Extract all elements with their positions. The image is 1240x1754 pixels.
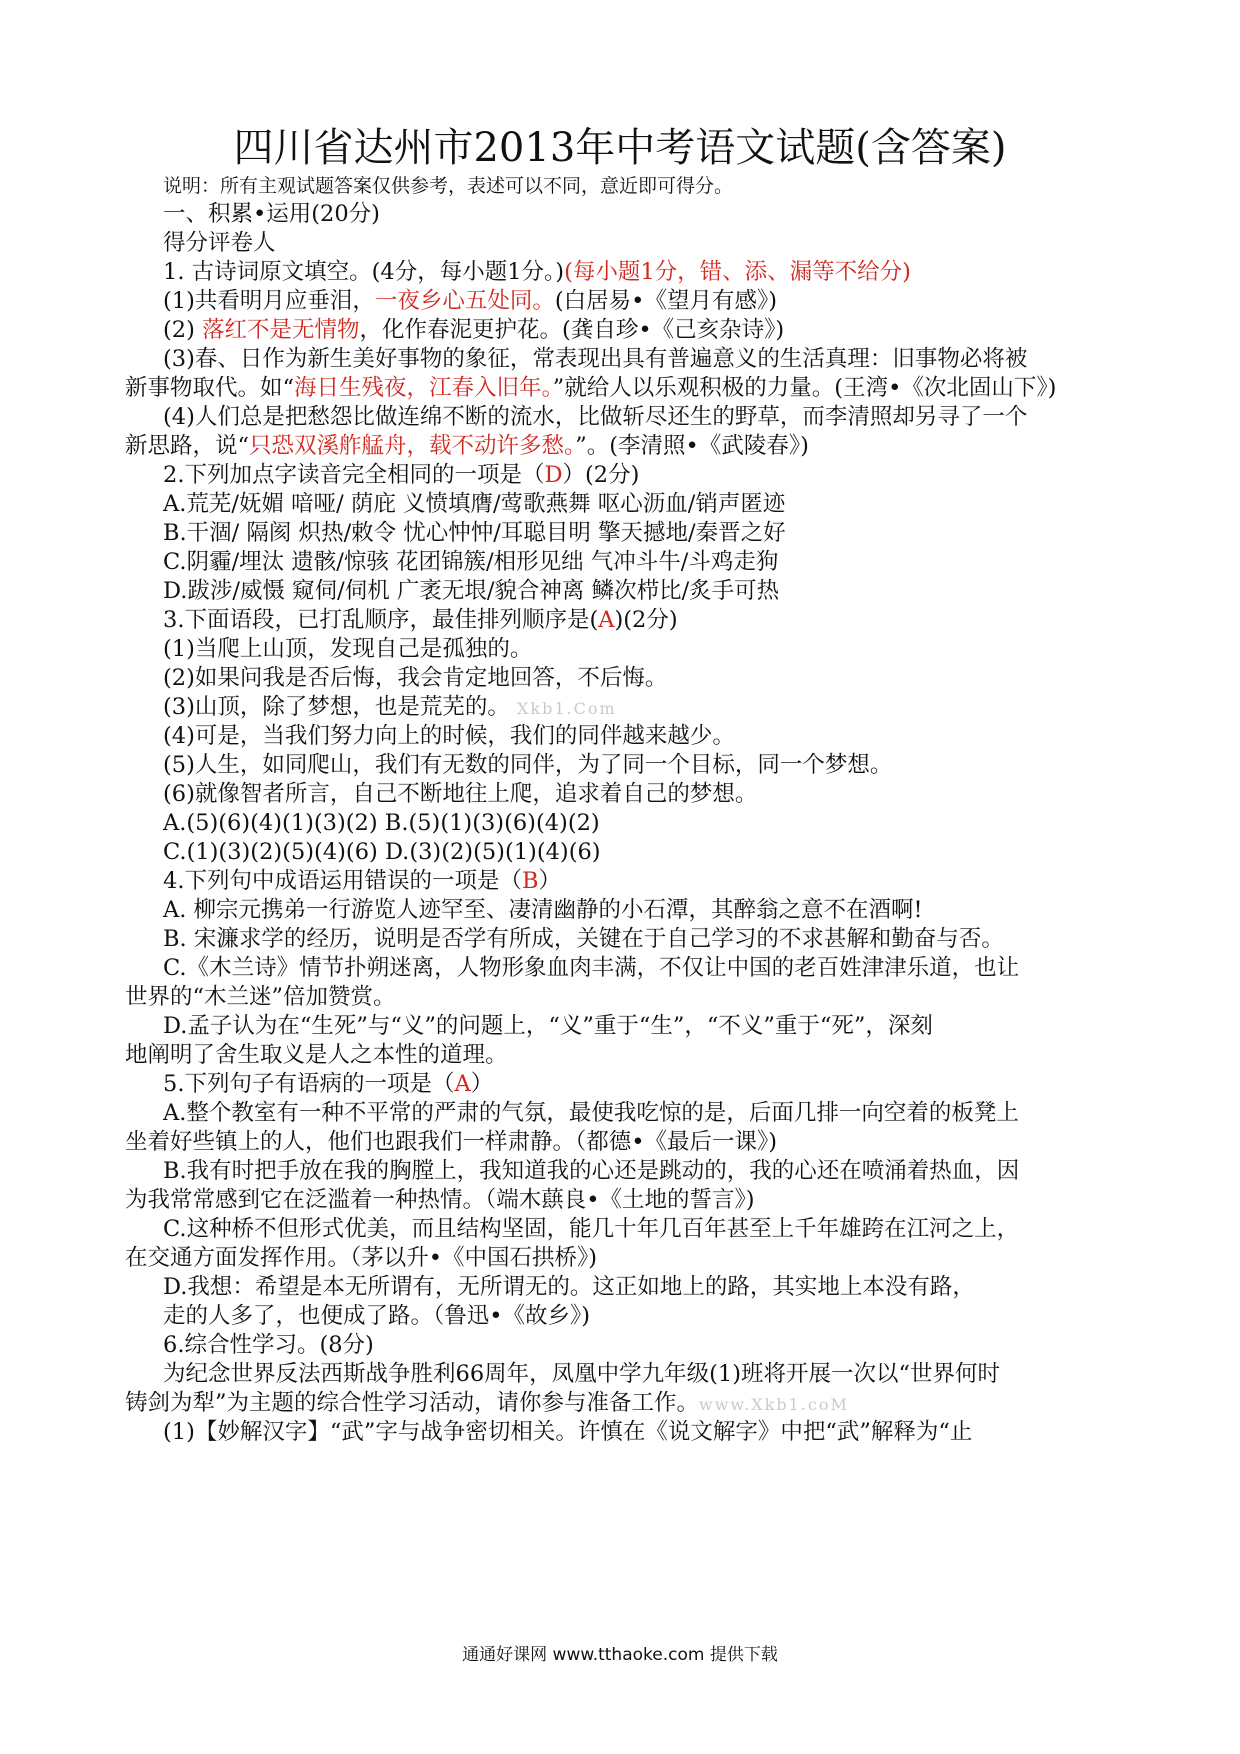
- q1-item-2: [163, 314, 784, 346]
- q3-stem: [163, 604, 678, 636]
- q1-s1-post: (白居易•《望月有感》): [554, 288, 777, 314]
- q2-answer: D: [544, 462, 563, 488]
- watermark-text: Xkb1.Com: [517, 699, 617, 718]
- q4-option-c-line-1: C.《木兰诗》情节扑朔迷离，人物形象血肉丰满，不仅让中国的老百姓津津乐道，也让: [163, 955, 1020, 981]
- q2-option-b: B.干涸/ 隔阂 炽热/敕令 忧心忡忡/耳聪目明 擎天撼地/秦晋之好: [163, 520, 786, 546]
- q5-option-b-line-1: B.我有时把手放在我的胸膛上，我知道我的心还是跳动的，我的心还在喷涌着热血，因: [163, 1158, 1020, 1184]
- q4-answer: B: [521, 868, 539, 894]
- q5-option-a-line-2: 坐着好些镇上的人，他们也跟我们一样肃静。（都德•《最后一课》): [125, 1129, 778, 1155]
- q2-option-d: D.跋涉/威慑 窥伺/伺机 广袤无垠/貌合神离 鳞次栉比/炙手可热: [163, 578, 780, 604]
- q1-s2-post: ，化作春泥更护花。(龚自珍•《己亥杂诗》): [359, 317, 785, 343]
- q4-option-d-line-2: 地阐明了舍生取义是人之本性的道理。: [125, 1042, 508, 1068]
- q3-sentence-4: (4)可是，当我们努力向上的时候，我们的同伴越来越少。: [163, 723, 735, 749]
- q1-s2-answer: 落红不是无情物: [202, 317, 360, 343]
- q1-s1-pre: (1)共看明月应垂泪，: [163, 288, 375, 314]
- q1-s4-post: ”。(李清照•《武陵春》): [575, 433, 809, 459]
- q1-s3-answer: 海日生残夜，江春入旧年。: [294, 375, 553, 401]
- q4-option-a: A. 柳宗元携弟一行游览人迹罕至、凄清幽静的小石潭，其醉翁之意不在酒啊!: [163, 897, 923, 923]
- q6-paragraph-line-1: 为纪念世界反法西斯战争胜利66周年，凤凰中学九年级(1)班将开展一次以“世界何时: [163, 1361, 1001, 1387]
- q5-option-b-line-2: 为我常常感到它在泛滥着一种热情。（端木蕻良•《土地的誓言》): [125, 1187, 755, 1213]
- q1-s4-pre: 新思路，说“: [125, 433, 250, 459]
- q5-stem-pre: 5.下列句子有语病的一项是（: [163, 1071, 455, 1097]
- q3-sentence-1: (1)当爬上山顶，发现自己是孤独的。: [163, 636, 533, 662]
- q5-stem: [163, 1068, 493, 1100]
- q4-stem: [163, 865, 561, 897]
- q1-item-1: [163, 285, 777, 317]
- q1-item-4-line-1: (4)人们总是把愁怨比做连绵不断的流水，比做斩尽还生的野草，而李清照却另寻了一个: [163, 404, 1028, 430]
- page-title: 四川省达州市2013年中考语文试题(含答案): [233, 125, 1007, 171]
- q5-option-d-line-1: D.我想：希望是本无所谓有，无所谓无的。这正如地上的路，其实地上本没有路，: [163, 1274, 975, 1300]
- q1-stem: [163, 256, 911, 288]
- q6-p2-text: 铸剑为犁”为主题的综合性学习活动，请你参与准备工作。: [125, 1390, 700, 1416]
- q2-stem-post: ）(2分): [562, 462, 640, 488]
- q4-stem-post: ）: [538, 868, 562, 894]
- q3-sentence-5: (5)人生，如同爬山，我们有无数的同伴，为了同一个目标，同一个梦想。: [163, 752, 893, 778]
- q3-sentence-2: (2)如果问我是否后悔，我会肯定地回答，不后悔。: [163, 665, 668, 691]
- q3-answer: A: [598, 607, 615, 633]
- q1-item-4-line-2: [125, 430, 809, 462]
- watermark-text-2: www.Xkb1.coM: [699, 1395, 849, 1414]
- q1-s4-answer: 只恐双溪舴艋舟，载不动许多愁。: [249, 433, 576, 459]
- q1-stem-text: 1. 古诗词原文填空。(4分，每小题1分。): [163, 259, 565, 285]
- q5-option-d-line-2: 走的人多了，也便成了路。（鲁迅•《故乡》): [163, 1303, 591, 1329]
- q1-s3-post: ”就给人以乐观积极的力量。(王湾•《次北固山下》): [552, 375, 1057, 401]
- q3-stem-post: )(2分): [614, 607, 678, 633]
- q5-option-c-line-2: 在交通方面发挥作用。（茅以升•《中国石拱桥》): [125, 1245, 598, 1271]
- section-heading: 一、积累•运用(20分): [163, 201, 380, 227]
- q4-option-c-line-2: 世界的“木兰迷”倍加赞赏。: [125, 984, 396, 1010]
- q3-s3-text: (3)山顶，除了梦想，也是荒芜的。: [163, 694, 510, 720]
- q3-options-ab: A.(5)(6)(4)(1)(3)(2) B.(5)(1)(3)(6)(4)(2): [163, 810, 600, 836]
- q2-option-a: A.荒芜/妩媚 喑哑/ 荫庇 义愤填膺/莺歌燕舞 呕心沥血/销声匿迹: [163, 491, 786, 517]
- q6-stem: 6.综合性学习。(8分): [163, 1332, 374, 1358]
- q3-options-cd: C.(1)(3)(2)(5)(4)(6) D.(3)(2)(5)(1)(4)(6): [163, 839, 601, 865]
- q1-s2-pre: (2): [163, 317, 203, 343]
- q2-stem: [163, 459, 639, 491]
- q4-option-b: B. 宋濂求学的经历，说明是否学有所成，关键在于自己学习的不求甚解和勤奋与否。: [163, 926, 1004, 952]
- q1-s3-pre: 新事物取代。如“: [125, 375, 295, 401]
- q1-rule: (每小题1分，错、添、漏等不给分): [564, 259, 911, 285]
- instructions-note: 说明：所有主观试题答案仅供参考，表述可以不同，意近即可得分。: [163, 175, 734, 197]
- q3-sentence-6: (6)就像智者所言，自己不断地往上爬，追求着自己的梦想。: [163, 781, 758, 807]
- q2-option-c: C.阴霾/埋汰 遗骸/惊骇 花团锦簇/相形见绌 气冲斗牛/斗鸡走狗: [163, 549, 779, 575]
- q5-option-a-line-1: A.整个教室有一种不平常的严肃的气氛，最使我吃惊的是，后面几排一向空着的板凳上: [163, 1100, 1019, 1126]
- q5-stem-post: ）: [470, 1071, 494, 1097]
- q6-subquestion-1: (1)【妙解汉字】“武”字与战争密切相关。许慎在《说文解字》中把“武”解释为“止: [163, 1419, 973, 1445]
- q5-answer: A: [454, 1071, 471, 1097]
- q5-option-c-line-1: C.这种桥不但形式优美，而且结构坚固，能几十年几百年甚至上千年雄跨在江河之上，: [163, 1216, 1020, 1242]
- footer-credit: 通通好课网 www.tthaoke.com 提供下载: [462, 1645, 778, 1665]
- q2-stem-pre: 2.下列加点字读音完全相同的一项是（: [163, 462, 545, 488]
- q1-s1-answer: 一夜乡心五处同。: [374, 288, 555, 314]
- q1-item-3-line-2: [125, 372, 1056, 404]
- q4-option-d-line-1: D.孟子认为在“生死”与“义”的问题上，“义”重于“生”，“不义”重于“死”，深刻: [163, 1013, 933, 1039]
- q1-item-3-line-1: (3)春、日作为新生美好事物的象征，常表现出具有普遍意义的生活真理：旧事物必将被: [163, 346, 1028, 372]
- q3-stem-pre: 3.下面语段，已打乱顺序，最佳排列顺序是(: [163, 607, 599, 633]
- q4-stem-pre: 4.下列句中成语运用错误的一项是（: [163, 868, 522, 894]
- scorer-label: 得分评卷人: [163, 230, 276, 256]
